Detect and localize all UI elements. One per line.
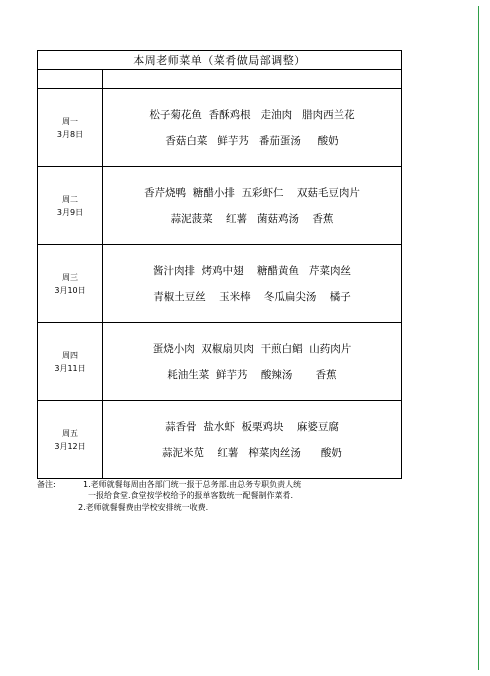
dishes-cell <box>103 245 402 323</box>
day-row-tue <box>38 167 402 245</box>
menu-title: 本周老师菜单（菜肴做局部调整） <box>38 51 402 70</box>
weekday-label: 周五 <box>62 428 78 438</box>
dishes-cell <box>103 167 402 245</box>
dish-line-side: 耗油生菜 鲜芋艿 酸辣汤 香蕉 <box>167 368 337 381</box>
dish-line-side: 蒜泥菠菜 红薯 菌菇鸡汤 香蕉 <box>170 212 334 225</box>
dishes-cell <box>103 89 402 167</box>
day-row-fri <box>38 401 402 479</box>
date-label: 3月10日 <box>54 285 86 295</box>
dish-line-main: 蛋烧小肉 双椒扇贝肉 干煎白鲳 山药肉片 <box>152 342 352 355</box>
blank-cell <box>38 70 103 89</box>
weekday-label: 周一 <box>62 116 78 126</box>
notes-label: 备注: <box>37 480 56 489</box>
weekday-label: 周二 <box>62 194 78 204</box>
day-cell <box>38 323 103 401</box>
dishes-cell <box>103 401 402 479</box>
dish-line-main: 蒜香骨 盐水虾 板栗鸡块 麻婆豆腐 <box>165 420 339 433</box>
dish-line-main: 酱汁肉排 烤鸡中翅 糖醋黄鱼 芹菜肉丝 <box>152 264 352 277</box>
date-label: 3月11日 <box>54 363 86 373</box>
dish-line-side: 香菇白菜 鲜芋艿 番茄蛋汤 酸奶 <box>165 134 339 147</box>
dish-line-side: 青椒土豆丝 玉米棒 冬瓜扁尖汤 橘子 <box>153 290 351 303</box>
dish-line-main: 松子菊花鱼 香酥鸡根 走油肉 腊肉西兰花 <box>149 108 355 121</box>
day-cell <box>38 245 103 323</box>
day-row-mon <box>38 89 402 167</box>
dishes-cell <box>103 323 402 401</box>
title-row <box>38 51 402 70</box>
day-row-wed <box>38 245 402 323</box>
dish-line-main: 香芹烧鸭 糖醋小排 五彩虾仁 双菇毛豆肉片 <box>144 186 360 199</box>
weekday-label: 周三 <box>62 272 78 282</box>
note-line-3: 2.老师就餐餐费由学校安排统一收费. <box>78 503 209 512</box>
date-label: 3月9日 <box>56 207 84 217</box>
day-cell <box>38 167 103 245</box>
day-cell <box>38 401 103 479</box>
day-row-thu <box>38 323 402 401</box>
blank-cell <box>103 70 402 89</box>
day-cell <box>38 89 103 167</box>
menu-table <box>37 50 402 479</box>
note-line-1: 1.老师就餐每周由各部门统一报于总务部.由总务专职负责人统 <box>83 480 302 489</box>
note-line-2: 一报给食堂.食堂按学校给予的报单客数统一配餐制作菜肴. <box>88 491 294 500</box>
page-edge-line <box>478 6 479 670</box>
blank-row <box>38 70 402 89</box>
dish-line-side: 蒜泥米苋 红薯 榨菜肉丝汤 酸奶 <box>162 446 342 459</box>
weekday-label: 周四 <box>62 350 78 360</box>
date-label: 3月8日 <box>56 129 84 139</box>
date-label: 3月12日 <box>54 441 86 451</box>
